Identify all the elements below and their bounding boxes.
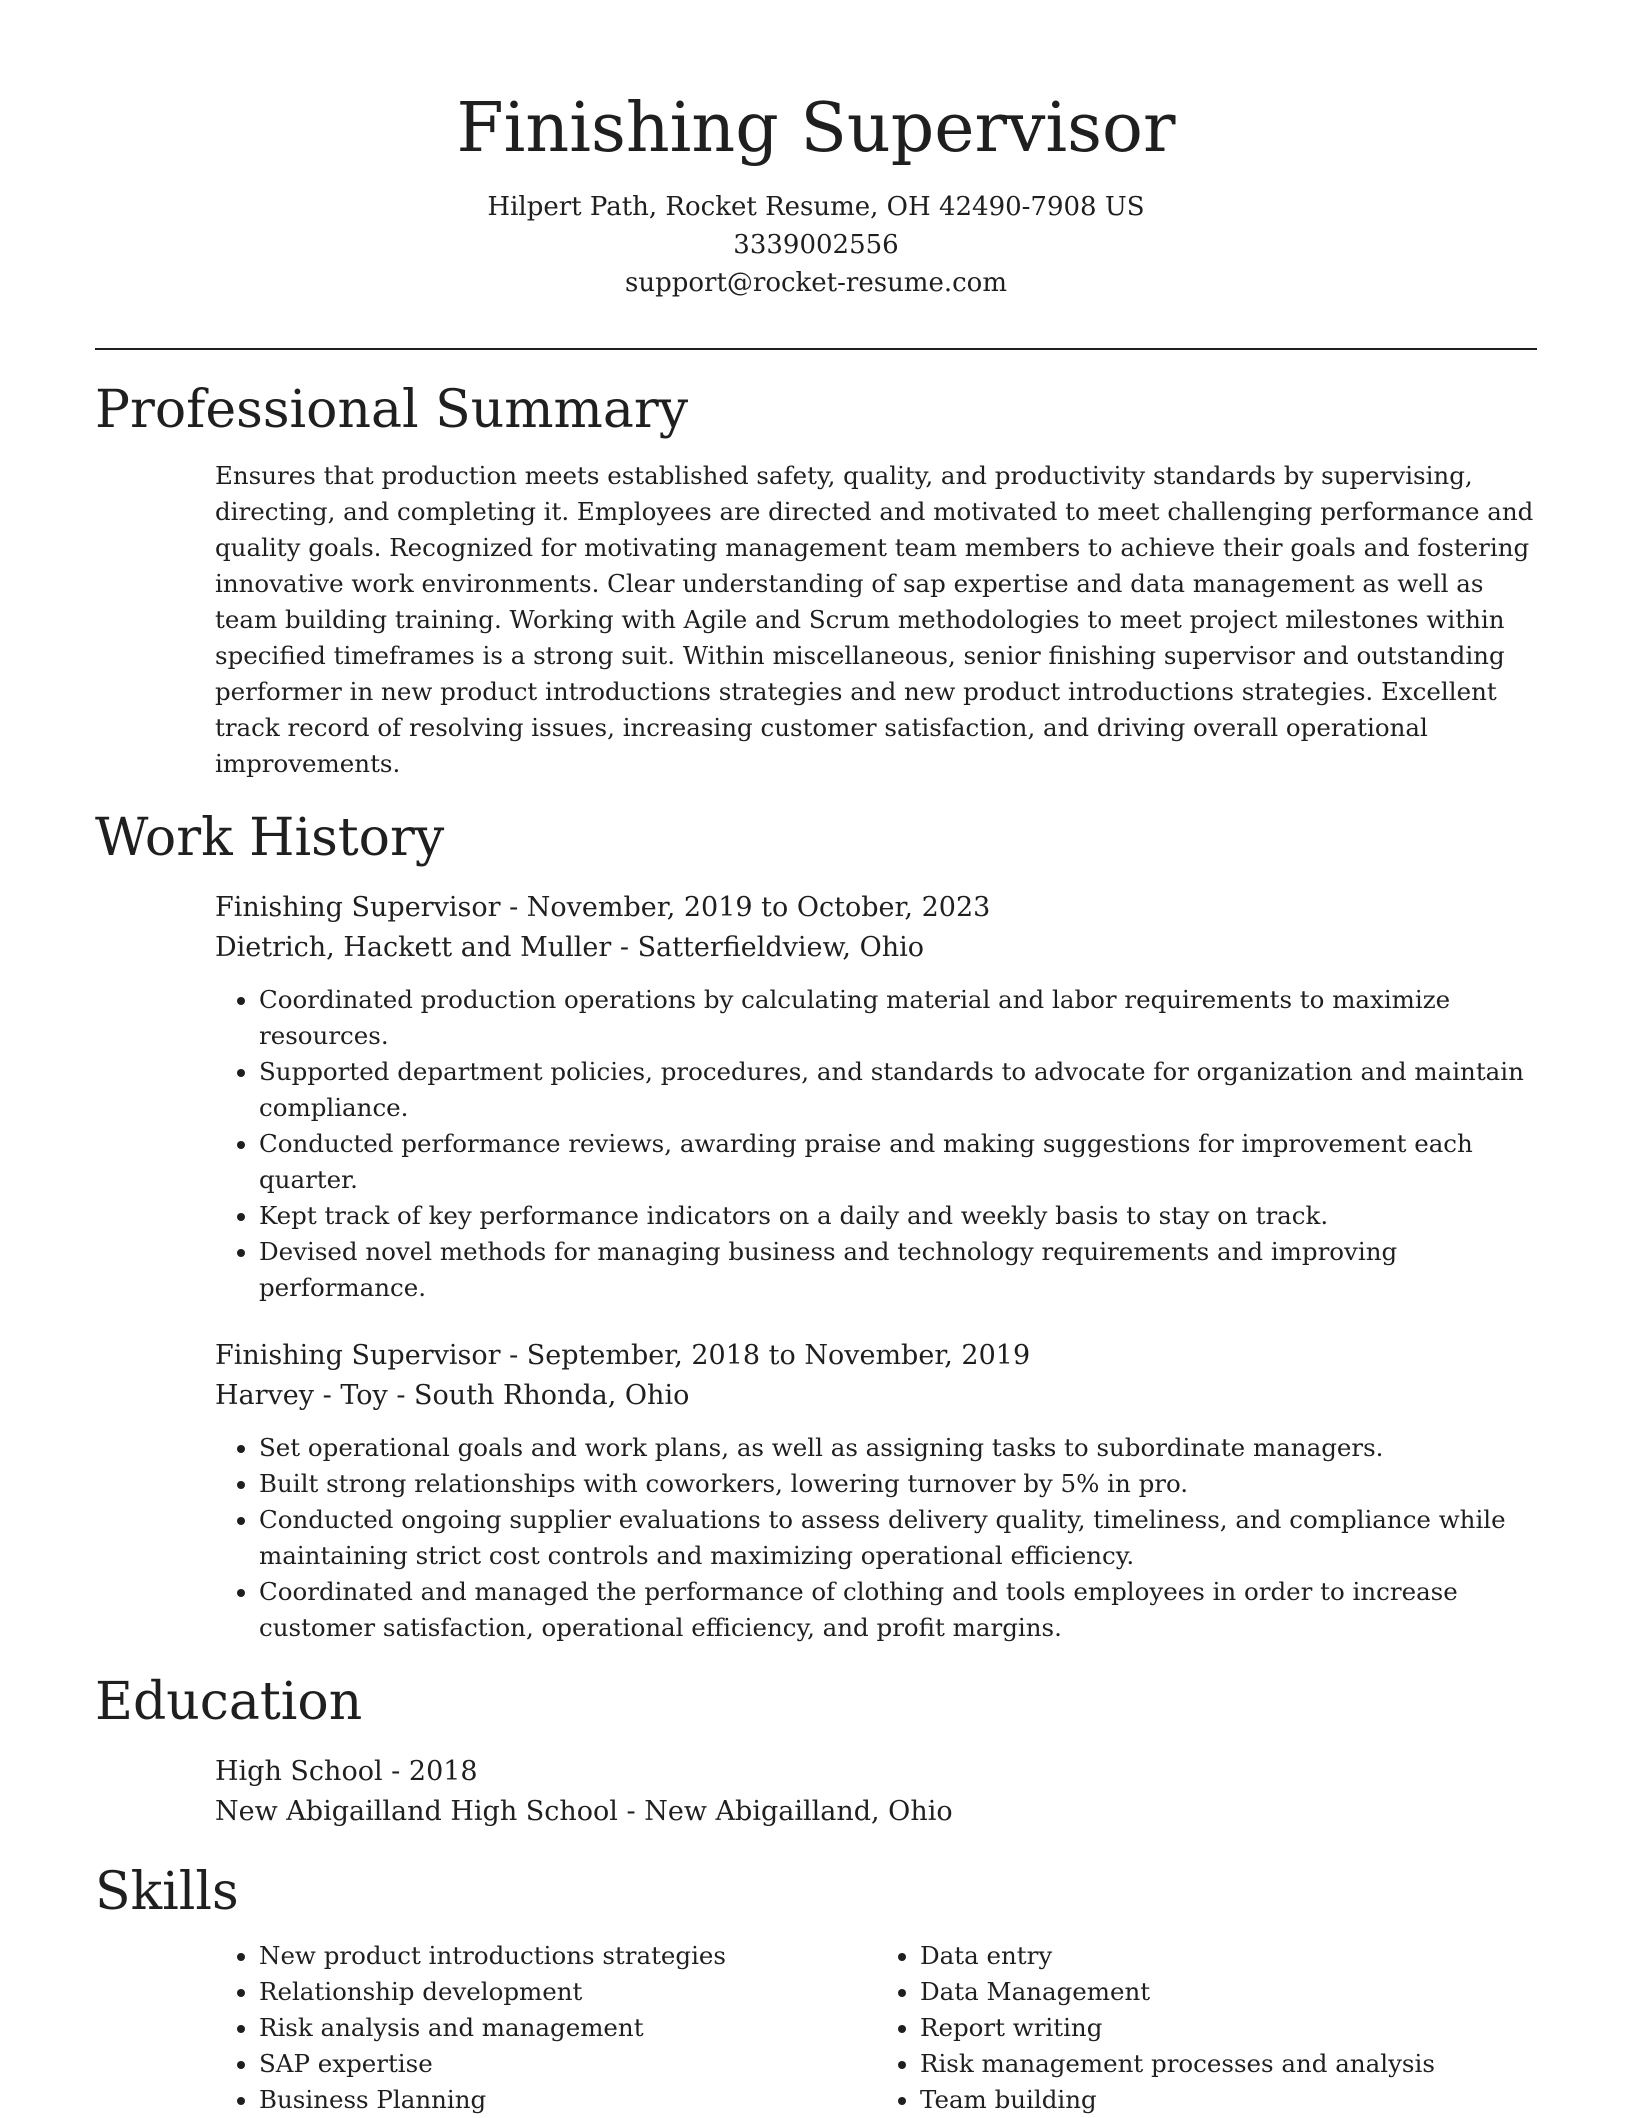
job-role: Finishing Supervisor: [215, 1340, 501, 1371]
summary-body: [215, 458, 1537, 782]
education-degree-line: [215, 1752, 1537, 1792]
job-dates: November, 2019 to October, 2023: [526, 892, 991, 923]
job-duty-item: • Built strong relationships with coworkers, lowering turnover by 5% in pro.: [259, 1466, 1537, 1502]
job-role: Finishing Supervisor: [215, 892, 501, 923]
contact-phone: 3339002556: [733, 230, 899, 260]
skill-item: • Team building: [920, 2082, 1537, 2118]
education-degree: High School: [215, 1756, 383, 1787]
header-divider: [95, 348, 1537, 350]
skills-list-left: [215, 1938, 876, 2118]
skill-item: • Data entry: [920, 1938, 1537, 1974]
education-section: [95, 1670, 1537, 1832]
contact-email: support@rocket-resume.com: [624, 268, 1007, 298]
job-location: South Rhonda, Ohio: [414, 1380, 690, 1411]
section-title-summary: Professional Summary: [95, 380, 689, 440]
job-company-line: [215, 1376, 1537, 1416]
job-company-line: [215, 928, 1537, 968]
skills-list-right: [876, 1938, 1537, 2118]
education-school-line: [215, 1792, 1537, 1832]
separator: -: [387, 1380, 415, 1411]
job-duties-list: [215, 982, 1537, 1306]
job-duty-item: • Coordinated and managed the performance of clothing and tools employees in order to increase customer satisfaction, operational efficiency, and profit margins.: [259, 1574, 1537, 1646]
job-location: Satterfieldview, Ohio: [637, 932, 925, 963]
separator: -: [611, 932, 638, 963]
education-entry: [215, 1752, 1537, 1832]
job-duties-list: [215, 1430, 1537, 1646]
job-company: Harvey - Toy: [215, 1380, 388, 1411]
skill-item: • New product introductions strategies: [259, 1938, 876, 1974]
candidate-name: Finishing Supervisor: [456, 89, 1176, 168]
separator: -: [500, 892, 527, 923]
resume-header: [95, 0, 1537, 302]
summary-text: Ensures that production meets established safety, quality, and productivity standards by supervising, directing, and completing it. Employees are directed and motivated to meet challenging performance and quality goals. Recognized for motivating management team members to achieve their goals and fostering innovative work environments. Clear understanding of sap expertise and data management as well as team building training. Working with Agile and Scrum methodologies to meet project milestones within specified timeframes is a strong suit. Within miscellaneous, senior finishing supervisor and outstanding performer in new product introductions strategies and new product introductions strategies. Excellent track record of resolving issues, increasing customer satisfaction, and driving overall operational improvements.: [215, 461, 1534, 778]
section-title-education: Education: [95, 1672, 363, 1732]
skill-item: • SAP expertise: [259, 2046, 876, 2082]
separator: -: [617, 1796, 645, 1827]
section-title-work-history: Work History: [95, 808, 445, 868]
job-duty-item: • Devised novel methods for managing business and technology requirements and improving performance.: [259, 1234, 1537, 1306]
summary-section: [95, 378, 1537, 782]
job-title-line: [215, 888, 1537, 928]
job-duty-item: • Set operational goals and work plans, as well as assigning tasks to subordinate managers.: [259, 1430, 1537, 1466]
job-duty-item: • Supported department policies, procedures, and standards to advocate for organization and maintain compliance.: [259, 1054, 1537, 1126]
skill-item: • Risk analysis and management: [259, 2010, 876, 2046]
job-duty-item: • Conducted performance reviews, awarding praise and making suggestions for improvement each quarter.: [259, 1126, 1537, 1198]
work-history-body: [215, 888, 1537, 1646]
job-title-line: [215, 1336, 1537, 1376]
education-school: New Abigailland High School: [215, 1796, 618, 1827]
separator: -: [500, 1340, 527, 1371]
section-title-skills: Skills: [95, 1862, 239, 1922]
job-entry: [215, 1336, 1537, 1646]
separator: -: [382, 1756, 409, 1787]
skill-item: • Report writing: [920, 2010, 1537, 2046]
skills-section: [95, 1860, 1537, 2118]
job-duty-item: • Coordinated production operations by calculating material and labor requirements to maximize resources.: [259, 982, 1537, 1054]
skills-body: [215, 1938, 1537, 2118]
job-duty-item: • Kept track of key performance indicators on a daily and weekly basis to stay on track.: [259, 1198, 1537, 1234]
education-year: 2018: [408, 1756, 478, 1787]
job-entry: [215, 888, 1537, 1306]
skills-grid: [215, 1938, 1537, 2118]
work-history-section: [95, 806, 1537, 1646]
skill-item: • Risk management processes and analysis: [920, 2046, 1537, 2082]
skill-item: • Relationship development: [259, 1974, 876, 2010]
job-company: Dietrich, Hackett and Muller: [215, 932, 612, 963]
skill-item: • Data Management: [920, 1974, 1537, 2010]
job-duty-item: • Conducted ongoing supplier evaluations to assess delivery quality, timeliness, and compliance while maintaining strict cost controls and maximizing operational efficiency.: [259, 1502, 1537, 1574]
contact-info: [95, 188, 1537, 302]
job-dates: September, 2018 to November, 2019: [526, 1340, 1031, 1371]
education-location: New Abigailland, Ohio: [644, 1796, 953, 1827]
contact-address: Hilpert Path, Rocket Resume, OH 42490-7908 US: [487, 192, 1145, 222]
skill-item: • Business Planning: [259, 2082, 876, 2118]
